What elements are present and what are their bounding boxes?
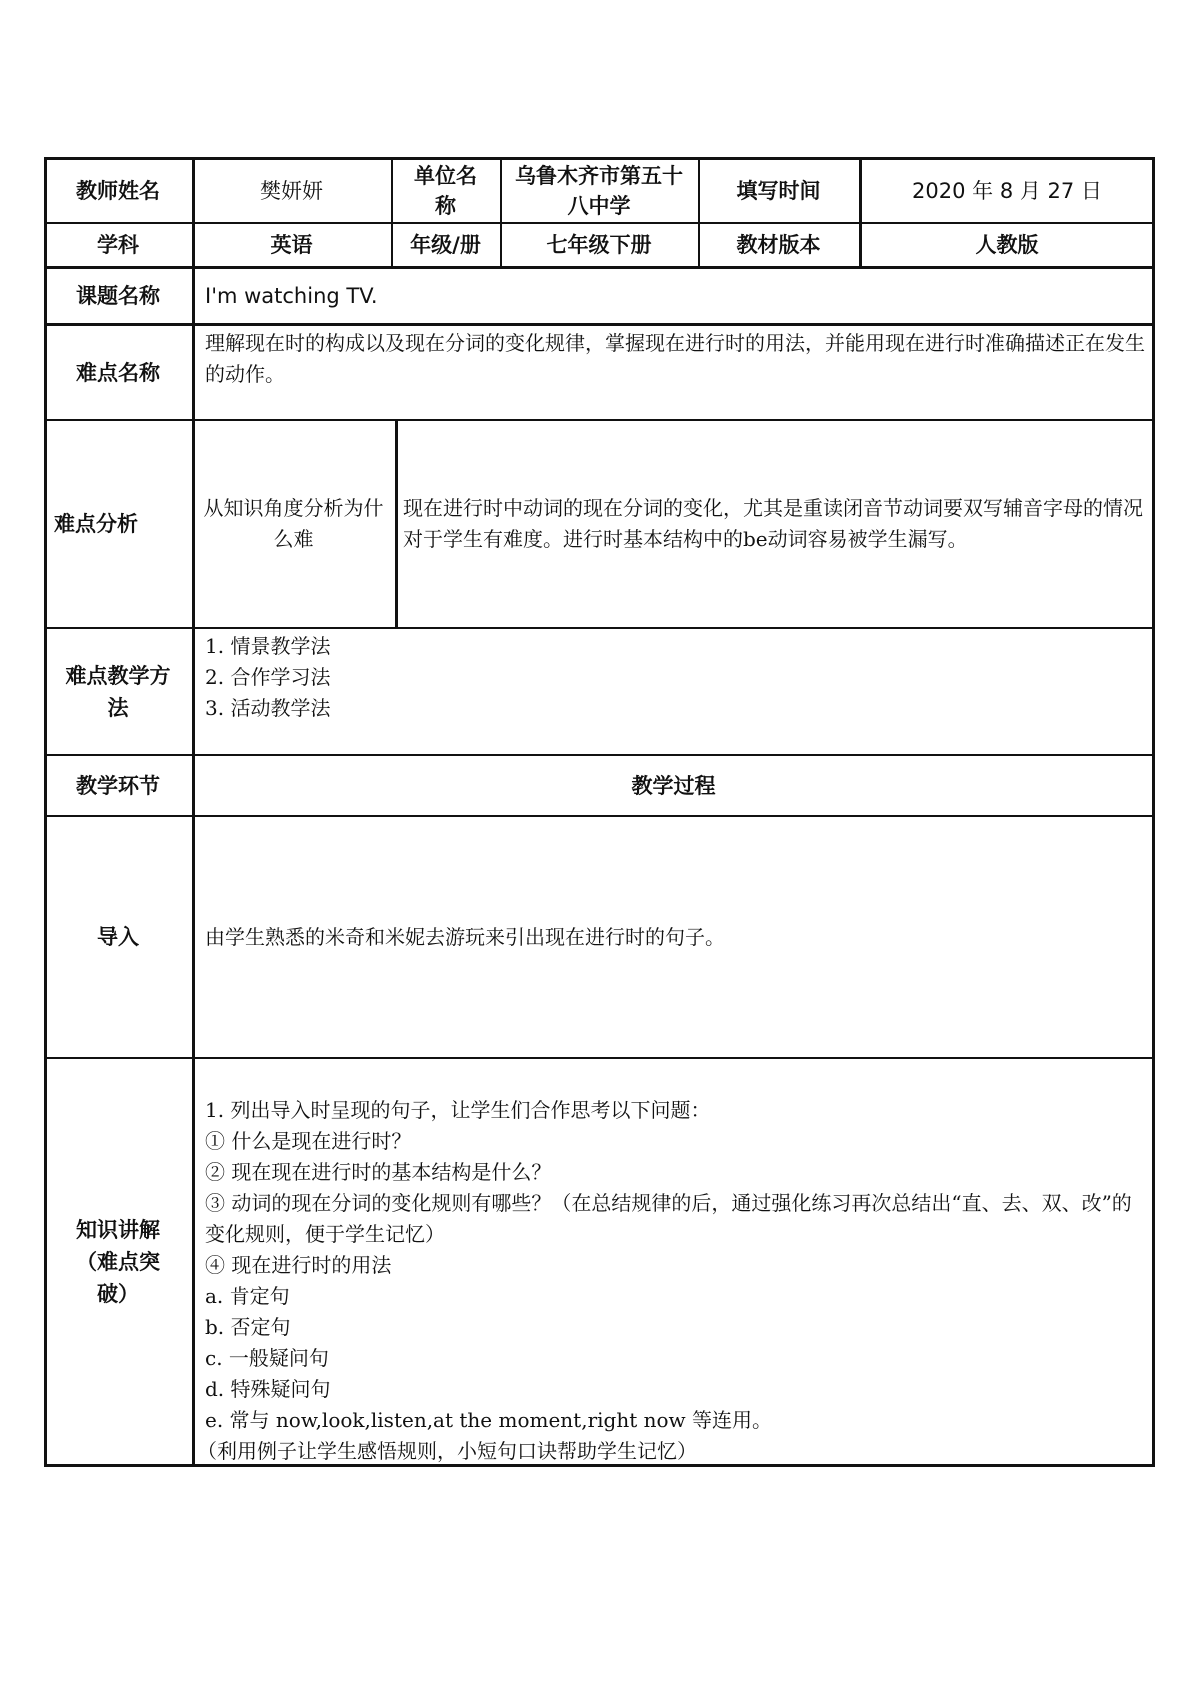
subject-label: 学科	[97, 233, 139, 257]
list-item: ③ 动词的现在分词的变化规则有哪些？（在总结规律的后，通过强化练习再次总结出“直、去、双、改”的变化规则，便于学生记忆）	[205, 1191, 1132, 1246]
analysis-label: 难点分析	[54, 512, 138, 536]
list-item: 2. 合作学习法	[205, 665, 331, 689]
difficulty-label: 难点名称	[76, 360, 160, 385]
subject-value: 英语	[270, 233, 313, 257]
header-row	[44, 160, 1155, 222]
knowledge-label: 知识讲解（难点突破）	[76, 1217, 160, 1306]
list-item: ② 现在现在进行时的基本结构是什么？	[205, 1160, 552, 1184]
grade-label: 年级/册	[410, 233, 481, 257]
intro-value: 由学生熟悉的米奇和米妮去游玩来引出现在进行时的句子。	[205, 924, 725, 949]
topic-label: 课题名称	[76, 284, 160, 308]
list-item: 1. 情景教学法	[205, 634, 331, 658]
teacher-name-value: 樊妍妍	[260, 178, 323, 203]
intro-row	[44, 817, 1155, 1057]
topic-value: I'm watching TV.	[205, 284, 378, 308]
analysis-sub-label: 从知识角度分析为什么难	[203, 496, 384, 551]
list-item: ④ 现在进行时的用法	[205, 1253, 392, 1277]
list-item: a. 肯定句	[205, 1284, 290, 1308]
date-value: 2020 年 8 月 27 日	[912, 178, 1102, 203]
methods-label: 难点教学方法	[65, 663, 171, 720]
knowledge-content	[192, 1059, 1155, 1464]
difficulty-value: 理解现在时的构成以及现在分词的变化规律，掌握现在进行时的用法，并能用现在进行时准确描述正在发生的动作。	[205, 331, 1145, 386]
list-item: d. 特殊疑问句	[205, 1377, 331, 1401]
grade-value: 七年级下册	[546, 233, 652, 257]
list-item: b. 否定句	[205, 1315, 291, 1339]
process-label: 教学过程	[631, 773, 716, 798]
unit-label: 单位名称	[414, 164, 477, 218]
edition-value: 人教版	[975, 233, 1039, 257]
intro-label: 导入	[97, 925, 139, 949]
teacher-name-label: 教师姓名	[76, 179, 160, 203]
process-header-row	[44, 756, 1155, 815]
list-item: 3. 活动教学法	[205, 696, 331, 720]
list-item: e. 常与 now,look,listen,at the moment,right now 等连用。	[205, 1408, 773, 1432]
methods-list	[192, 629, 1155, 754]
knowledge-row	[44, 1059, 1155, 1464]
list-item: c. 一般疑问句	[205, 1346, 329, 1370]
unit-value: 乌鲁木齐市第五十八中学	[515, 164, 683, 218]
difficulty-row	[44, 326, 1155, 419]
methods-row	[44, 629, 1155, 754]
edition-label: 教材版本	[736, 233, 821, 257]
subject-row	[44, 224, 1155, 266]
list-item: （利用例子让学生感悟规则，小短句口诀帮助学生记忆）	[197, 1439, 697, 1463]
stage-label: 教学环节	[76, 773, 160, 798]
list-item: ① 什么是现在进行时？	[205, 1129, 412, 1153]
date-label: 填写时间	[736, 179, 821, 203]
topic-row	[44, 269, 1155, 323]
list-item: 1. 列出导入时呈现的句子，让学生们合作思考以下问题：	[205, 1098, 711, 1122]
analysis-row	[44, 421, 1155, 627]
analysis-value: 现在进行时中动词的现在分词的变化，尤其是重读闭音节动词要双写辅音字母的情况对于学生有难度。进行时基本结构中的be动词容易被学生漏写。	[403, 496, 1143, 551]
